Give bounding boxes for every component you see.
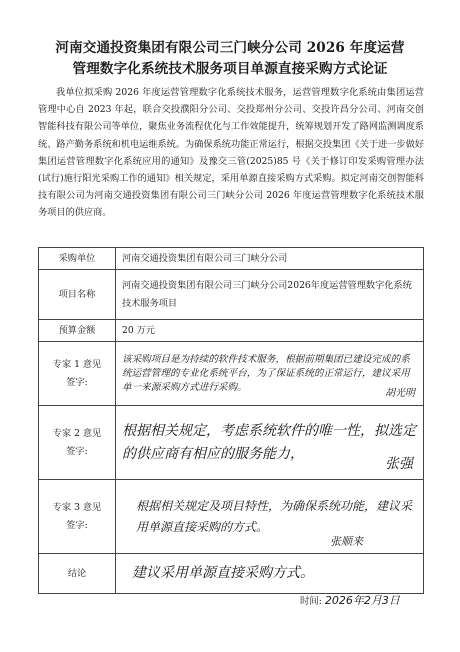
expert-2-signature: 张强 xyxy=(385,456,413,472)
title-line-2: 管理数字化系统技术服务项目单源直接采购方式论证 xyxy=(72,61,388,77)
expert-2-label-line2: 签字: xyxy=(66,445,88,457)
row-conclusion xyxy=(39,554,424,594)
title-line-1: 河南交通投资集团有限公司三门峡分公司 2026 年度运营 xyxy=(55,40,405,56)
expert-1-opinion-cell xyxy=(116,342,424,406)
row-expert-1 xyxy=(39,342,424,406)
signing-date xyxy=(300,592,400,608)
expert-2-label-line1: 专家 2 意见 xyxy=(52,427,102,439)
expert-2-label xyxy=(39,406,116,480)
expert-3-label-line1: 专家 3 意见 xyxy=(52,501,102,513)
expert-1-label xyxy=(39,342,116,406)
expert-1-label-line1: 专家 1 意见 xyxy=(52,358,102,370)
expert-3-signature: 张顺来 xyxy=(330,535,363,548)
expert-1-opinion: 该采购项目是为持续的软件技术服务，根据前期集团已建设完成的系统运营管理的专业化系统平台，为了保证系统的正常运行，建议采用单一来源采购方式进行采购。 xyxy=(122,353,410,393)
row-budget xyxy=(39,320,424,342)
expert-3-opinion-cell xyxy=(116,480,424,554)
conclusion-value: 建议采用单源直接采购方式。 xyxy=(132,564,314,581)
project-name-label: 项目名称 xyxy=(39,270,116,320)
budget-label: 预算金额 xyxy=(39,320,116,342)
purchasing-unit-value: 河南交通投资集团有限公司三门峡分公司 xyxy=(116,248,424,270)
expert-3-label-line2: 签字: xyxy=(66,519,88,531)
time-label: 时间: xyxy=(300,596,322,607)
intro-paragraph: 我单位拟采购 2026 年度运营管理数字化系统技术服务，运营管理数字化系统由集团运营管理中心自 2023 年起，联合交投濮阳分公司、交投郑州分公司、交投许昌分公司、河南交创智能科技有限公司等单位，聚焦业务流程优化与工作效能提升，统筹规划开发了路网监测调度系统、路产勤务系统和机电运维系统。为确保系统功能正常运行，根据交投集团《关于进一步做好集团运营管理数字化系统应用的通知》及豫交三管(2025)85 号《关于修订印发采购管理办法(试行)施行阳光采购工作的通知》相关规定，采用单源直接采购方式采购。拟定河南交创智能科技有限公司为河南交通投资集团有限公司三门峡分公司 2026 年度运营管理数字化系统技术服务项目的供应商。 xyxy=(38,87,424,219)
conclusion-label: 结论 xyxy=(39,554,116,594)
row-project-name xyxy=(39,270,424,320)
conclusion-cell xyxy=(116,554,424,594)
expert-2-opinion: 根据相关规定，考虑系统软件的唯一性，拟选定的供应商有相应的服务能力， xyxy=(122,422,416,462)
expert-3-label xyxy=(39,480,116,554)
purchasing-unit-label: 采购单位 xyxy=(39,248,116,270)
expert-1-label-line2: 签字: xyxy=(66,376,88,388)
project-name-value: 河南交通投资集团有限公司三门峡分公司2026年度运营管理数字化系统技术服务项目 xyxy=(116,270,424,320)
row-expert-3 xyxy=(39,480,424,554)
review-form-table xyxy=(38,247,424,594)
budget-value: 20 万元 xyxy=(116,320,424,342)
document-title xyxy=(20,38,440,80)
expert-2-opinion-cell xyxy=(116,406,424,480)
expert-3-opinion: 根据相关规定及项目特性，为确保系统功能，建议采用单源直接采购的方式。 xyxy=(136,498,413,534)
row-expert-2 xyxy=(39,406,424,480)
row-purchasing-unit xyxy=(39,248,424,270)
handwritten-date: 2026年2月3日 xyxy=(324,594,400,607)
expert-1-signature: 胡光明 xyxy=(385,388,415,399)
